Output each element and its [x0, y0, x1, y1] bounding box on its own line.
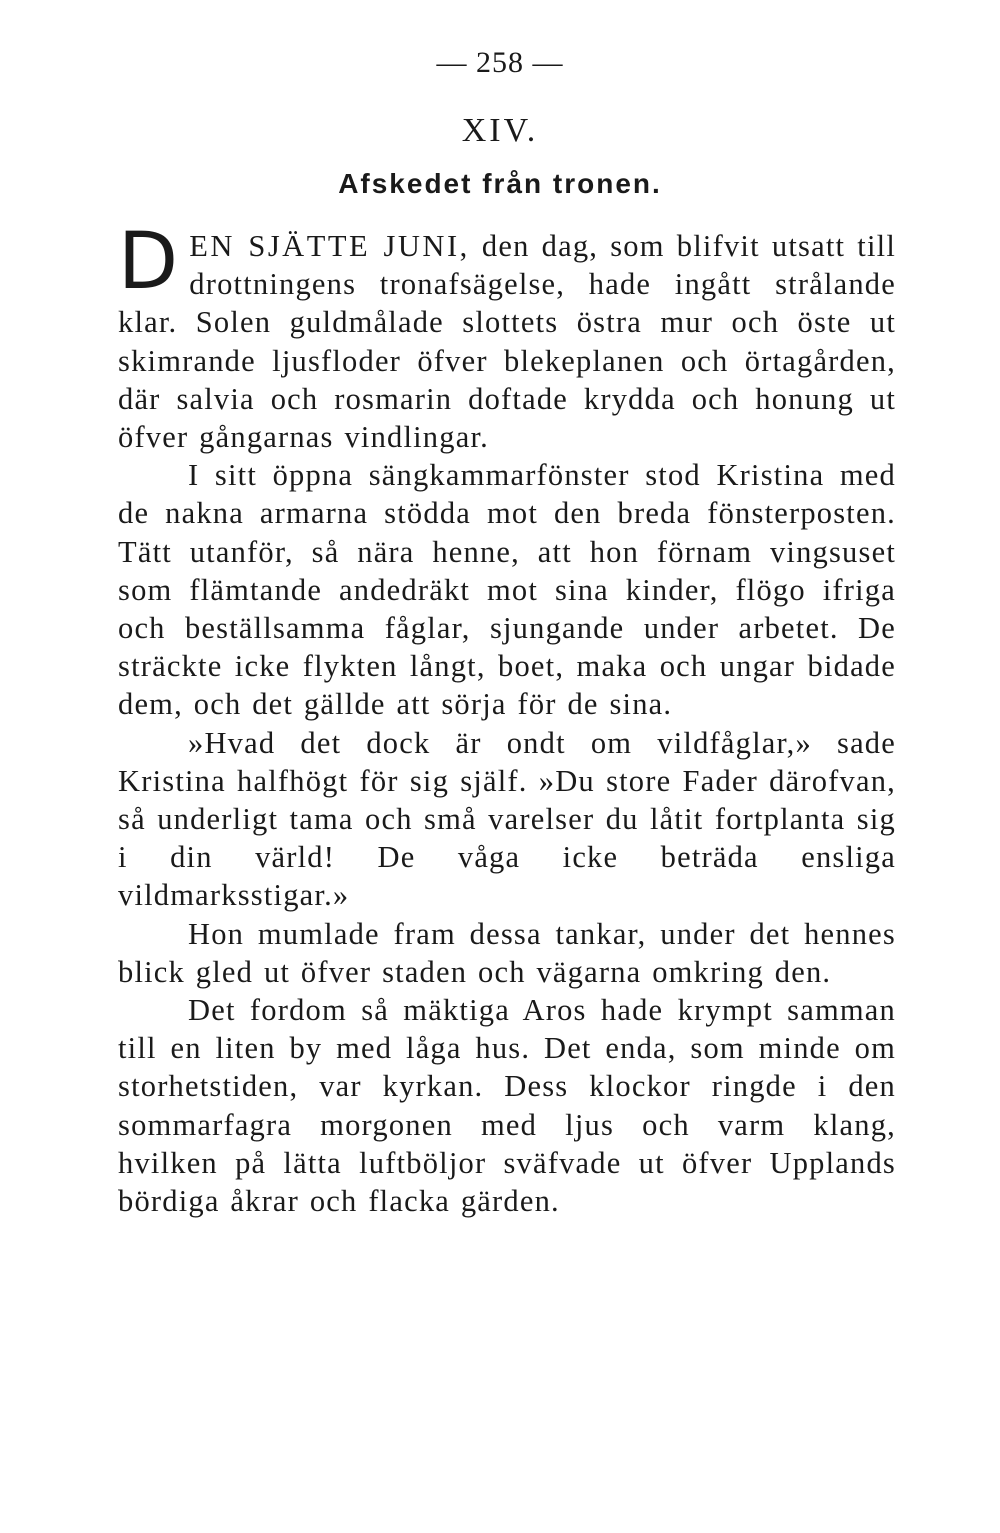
paragraph-4: Hon mumlade fram dessa tankar, under det hennes blick gled ut öfver staden och vägarna omkring den.: [118, 916, 896, 989]
chapter-numeral: XIV.: [461, 112, 539, 149]
paragraph-1: [118, 217, 896, 456]
paragraph-2: I sitt öppna sängkammarfönster stod Kristina med de nakna armarna stödda mot den breda fönsterposten. Tätt utanför, så nära henne, att hon förnam vingsuset som flämtande andedräkt mot sina kinder, flögo ifriga och beställsamma fåglar, sjungande under arbetet. De sträckte icke flykten långt, boet, maka och ungar bidade dem, och det gällde att sörja för de sina.: [118, 458, 896, 722]
paragraph-1-text: den dag, som blifvit utsatt till drottningens tronafsägelse, hade ingått strålande klar. Solen guldmålade slottets östra mur och öste ut skimrande ljusfloder öfver blekeplanen och örtagården, där salvia och rosmarin doftade krydda och honung ut öfver gångarnas vindlingar.: [118, 229, 896, 455]
page-number: — 258 —: [436, 46, 564, 79]
paragraph-3: »Hvad det dock är ondt om vildfåglar,» sade Kristina halfhögt för sig själf. »Du store Fader därofvan, så underligt tama och små varelser du låtit fortplanta sig i din värld! De våga icke beträda ensliga vildmarksstigar.»: [118, 725, 896, 913]
chapter-body: [118, 217, 896, 1220]
chapter-title: Afskedet från tronen.: [338, 168, 662, 199]
paragraph-5: Det fordom så mäktiga Aros hade krympt samman till en liten by med låga hus. Det enda, som minde om storhetstiden, var kyrkan. Dess klockor ringde i den sommarfagra morgonen med ljus och varm klang, hvilken på lätta luftböljor sväfvade ut öfver Upplands bördiga åkrar och flacka gärden.: [118, 993, 896, 1219]
drop-cap: D: [118, 217, 180, 307]
opening-caps: EN SJÄTTE JUNI,: [189, 229, 470, 263]
